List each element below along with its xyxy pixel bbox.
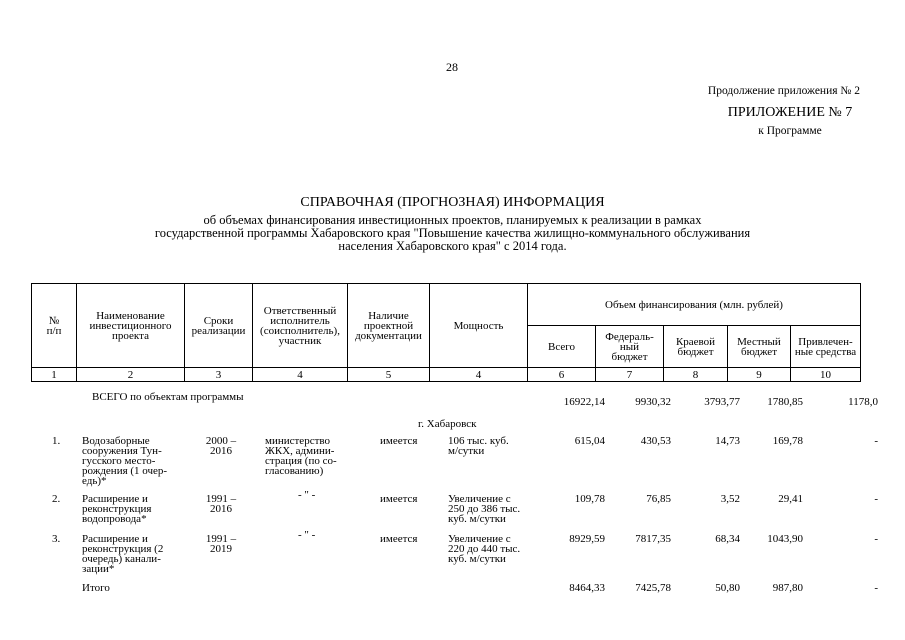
row-capacity: Увеличение с 250 до 386 тыс. куб. м/сутки [448, 493, 521, 525]
column-number: 9 [728, 368, 791, 382]
row-attracted: - [874, 493, 878, 505]
row-local: 1043,90 [767, 533, 803, 545]
row-docs: имеется [380, 493, 418, 505]
row-attracted: - [874, 533, 878, 545]
grand-total-federal: 9930,32 [635, 396, 671, 408]
row-regional: 68,34 [715, 533, 740, 545]
page-number: 28 [446, 60, 458, 74]
grand-total-attracted: 1178,0 [848, 396, 878, 408]
row-executor: - " - [298, 489, 316, 501]
document-title: СПРАВОЧНАЯ (ПРОГНОЗНАЯ) ИНФОРМАЦИЯ [300, 195, 605, 210]
header-attracted: Привлечен- ные средства [791, 326, 861, 368]
grand-total-local: 1780,85 [767, 396, 803, 408]
row-local: 169,78 [772, 435, 803, 447]
continuation-note: Продолжение приложения № 2 [707, 85, 860, 97]
row-total: 109,78 [574, 493, 605, 505]
header-name: Наименование инвестиционного проекта [77, 284, 185, 368]
row-regional: 14,73 [715, 435, 740, 447]
column-number: 1 [32, 368, 77, 382]
header-docs: Наличие проектной документации [348, 284, 430, 368]
row-num: 3. [52, 533, 61, 545]
subtotal-attracted: - [874, 582, 878, 594]
row-terms: 2000 – 2016 [205, 435, 237, 457]
city-label: г. Хабаровск [418, 418, 477, 430]
column-number: 8 [664, 368, 728, 382]
document-subtitle-line1: об объемах финансирования инвестиционных проектов, планируемых к реализации в рамках [203, 213, 702, 227]
header-total: Всего [528, 326, 596, 368]
header-num: № п/п [32, 284, 77, 368]
header-terms: Сроки реализации [185, 284, 253, 368]
grand-total-regional: 3793,77 [704, 396, 740, 408]
column-number: 4 [430, 368, 528, 382]
row-num: 2. [52, 493, 61, 505]
subtotal-local: 987,80 [772, 582, 803, 594]
row-executor: - " - [298, 529, 316, 541]
row-federal: 7817,35 [635, 533, 671, 545]
subtotal-regional: 50,80 [715, 582, 740, 594]
column-number: 6 [528, 368, 596, 382]
row-name: Расширение и реконструкция водопровода* [82, 493, 152, 525]
row-executor: министерство ЖКХ, админи- страция (по со- гласованию) [265, 435, 337, 477]
row-federal: 76,85 [646, 493, 671, 505]
financing-table-header [31, 283, 861, 382]
header-federal: Федераль- ный бюджет [596, 326, 664, 368]
row-num: 1. [52, 435, 61, 447]
row-docs: имеется [380, 435, 418, 447]
row-capacity: 106 тыс. куб. м/сутки [448, 435, 509, 457]
header-capacity: Мощность [430, 284, 528, 368]
column-number: 5 [348, 368, 430, 382]
row-local: 29,41 [778, 493, 803, 505]
grand-total-total: 16922,14 [563, 396, 605, 408]
appendix-title: ПРИЛОЖЕНИЕ № 7 [727, 105, 853, 120]
row-terms: 1991 – 2016 [205, 493, 237, 515]
row-total: 615,04 [574, 435, 605, 447]
subtotal-label: Итого [82, 582, 110, 594]
subtotal-federal: 7425,78 [635, 582, 671, 594]
row-capacity: Увеличение с 220 до 440 тыс. куб. м/сутки [448, 533, 521, 565]
row-name: Водозаборные сооружения Тун- гусского место- рождения (1 очер- едь)* [82, 435, 168, 487]
document-subtitle-line3: населения Хабаровского края" с 2014 года. [338, 239, 567, 253]
document-subtitle-line2: государственной программы Хабаровского края "Повышение качества жилищно-коммунального обслуживания [154, 226, 751, 240]
row-terms: 1991 – 2019 [205, 533, 237, 555]
row-name: Расширение и реконструкция (2 очередь) канали- зации* [82, 533, 164, 575]
column-number: 7 [596, 368, 664, 382]
row-docs: имеется [380, 533, 418, 545]
column-number: 4 [253, 368, 348, 382]
row-attracted: - [874, 435, 878, 447]
header-executor: Ответственный исполнитель (соисполнитель), участник [253, 284, 348, 368]
column-number: 10 [791, 368, 861, 382]
header-funding: Объем финансирования (млн. рублей) [528, 284, 861, 326]
header-local: Местный бюджет [728, 326, 791, 368]
column-number: 2 [77, 368, 185, 382]
subtotal-total: 8464,33 [569, 582, 605, 594]
row-total: 8929,59 [569, 533, 605, 545]
row-federal: 430,53 [640, 435, 671, 447]
row-regional: 3,52 [720, 493, 740, 505]
grand-total-label: ВСЕГО по объектам программы [92, 391, 244, 403]
column-number: 3 [185, 368, 253, 382]
appendix-subtitle: к Программе [758, 125, 822, 137]
header-regional: Краевой бюджет [664, 326, 728, 368]
